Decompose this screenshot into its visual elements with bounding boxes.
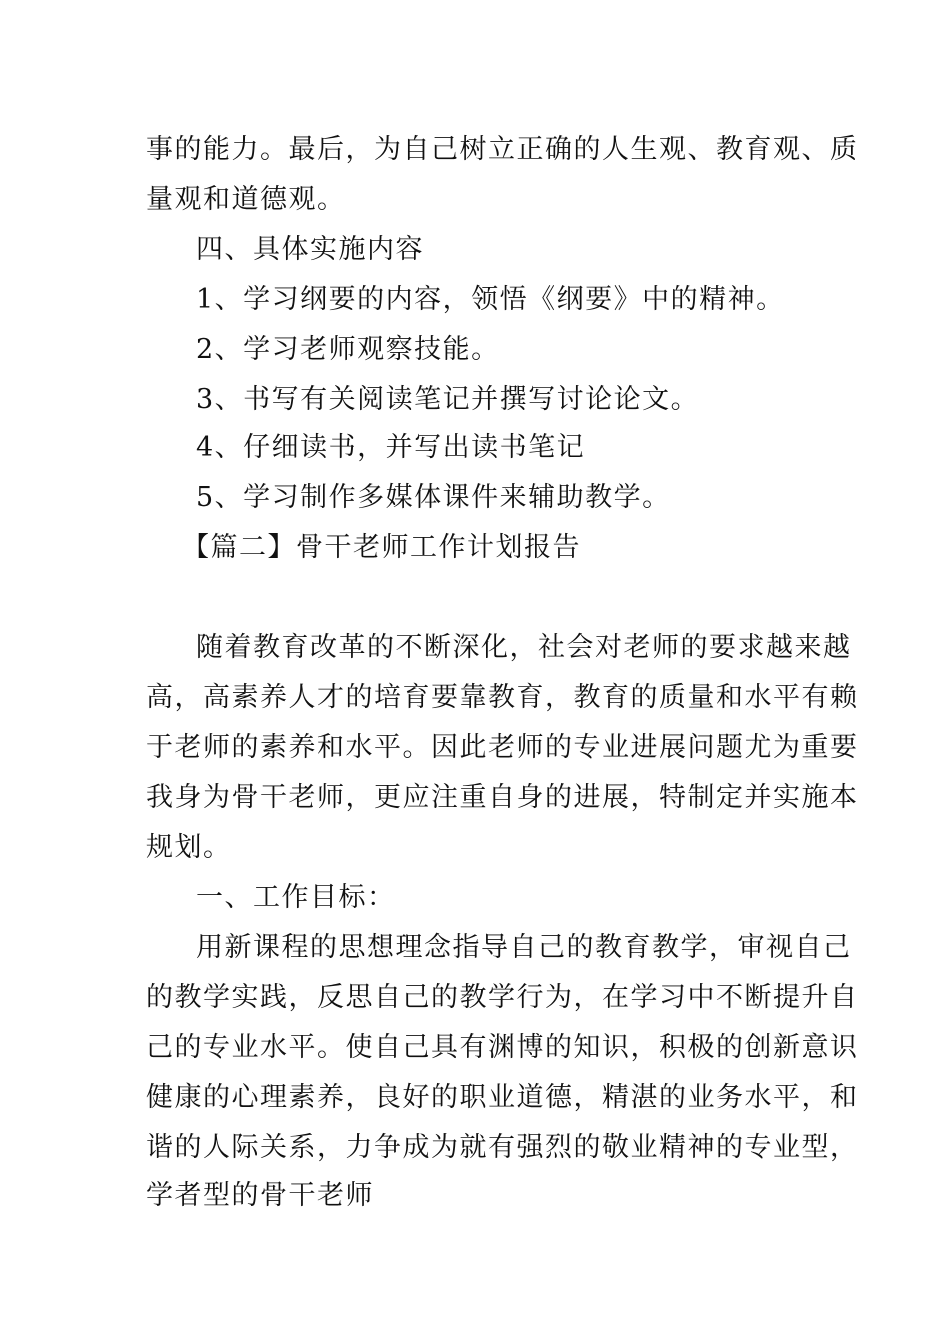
body-text-line: 的教学实践，反思自己的教学行为，在学习中不断提升自 [146, 982, 859, 1013]
body-text-line: 我身为骨干老师，更应注重自身的进展，特制定并实施本 [146, 782, 859, 813]
body-text-line: 规划。 [146, 832, 232, 863]
article-title: 【篇二】骨干老师工作计划报告 [182, 532, 581, 563]
list-item: 4、仔细读书，并写出读书笔记 [196, 432, 586, 463]
body-text-line: 事的能力。最后，为自己树立正确的人生观、教育观、质 [146, 134, 859, 165]
body-text-line: 高，高素养人才的培育要靠教育，教育的质量和水平有赖 [146, 682, 859, 713]
list-item: 3、书写有关阅读笔记并撰写讨论论文。 [196, 384, 700, 415]
body-text-line: 随着教育改革的不断深化，社会对老师的要求越来越 [196, 632, 852, 663]
section-heading: 一、工作目标： [196, 882, 396, 913]
list-item: 2、学习老师观察技能。 [196, 334, 500, 365]
list-item: 5、学习制作多媒体课件来辅助教学。 [196, 482, 671, 513]
body-text-line: 谐的人际关系，力争成为就有强烈的敬业精神的专业型， [146, 1132, 859, 1163]
body-text-line: 学者型的骨干老师 [146, 1180, 374, 1211]
section-heading: 四、具体实施内容 [196, 234, 424, 265]
body-text-line: 用新课程的思想理念指导自己的教育教学，审视自己 [196, 932, 852, 963]
body-text-line: 于老师的素养和水平。因此老师的专业进展问题尤为重要 [146, 732, 859, 763]
list-item: 1、学习纲要的内容，领悟《纲要》中的精神。 [196, 284, 785, 315]
body-text-line: 量观和道德观。 [146, 184, 346, 215]
body-text-line: 健康的心理素养，良好的职业道德，精湛的业务水平，和 [146, 1082, 859, 1113]
body-text-line: 己的专业水平。使自己具有渊博的知识，积极的创新意识 [146, 1032, 859, 1063]
